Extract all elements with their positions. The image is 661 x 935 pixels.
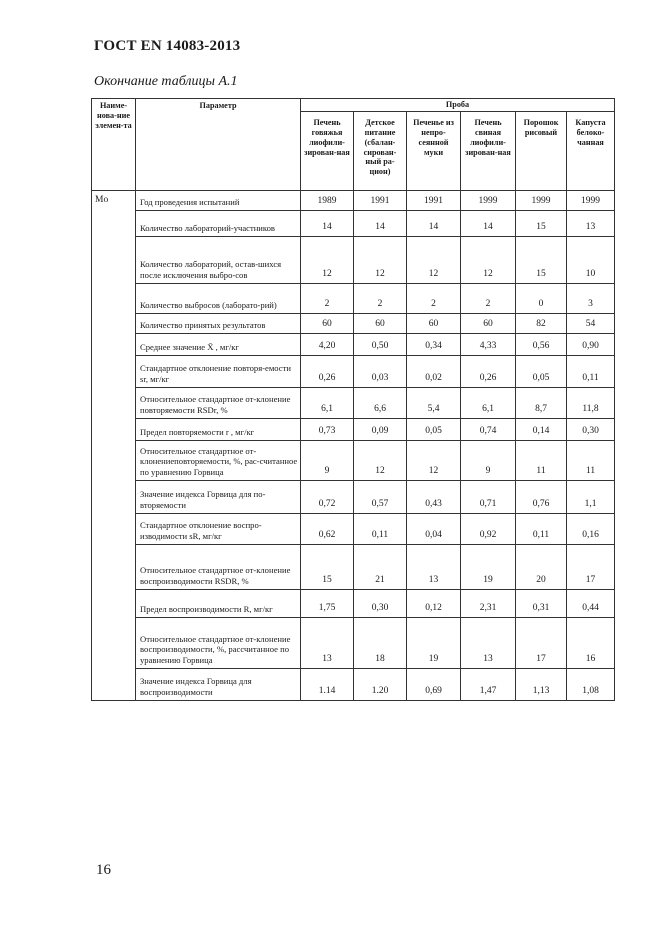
value-cell: 1991 [407, 191, 461, 211]
value-cell: 1,13 [516, 669, 567, 701]
value-cell: 18 [354, 618, 407, 669]
value-cell: 0,14 [516, 419, 567, 441]
value-cell: 1,75 [301, 590, 354, 618]
value-cell: 1999 [567, 191, 615, 211]
value-cell: 0,90 [567, 334, 615, 356]
value-cell: 0,62 [301, 514, 354, 545]
value-cell: 6,6 [354, 388, 407, 419]
value-cell: 60 [461, 314, 516, 334]
value-cell: 0,31 [516, 590, 567, 618]
value-cell: 0,76 [516, 481, 567, 514]
table-row [92, 211, 615, 237]
col-header-sample: Капуста белоко-чанная [567, 112, 615, 191]
col-header-sample: Детское питание (сбалан-сирован-ный ра-цион) [354, 112, 407, 191]
value-cell: 82 [516, 314, 567, 334]
value-cell: 12 [407, 441, 461, 481]
value-cell: 12 [407, 237, 461, 284]
parameter-cell: Значение индекса Горвица для воспроизводимости [136, 669, 301, 701]
value-cell: 12 [354, 237, 407, 284]
value-cell: 17 [516, 618, 567, 669]
value-cell: 10 [567, 237, 615, 284]
col-header-sample: Печень говяжья лиофили-зирован-ная [301, 112, 354, 191]
value-cell: 0,26 [461, 356, 516, 388]
value-cell: 12 [461, 237, 516, 284]
value-cell: 2,31 [461, 590, 516, 618]
value-cell: 60 [407, 314, 461, 334]
value-cell: 0,12 [407, 590, 461, 618]
table-caption: Окончание таблицы А.1 [94, 74, 238, 89]
parameter-cell: Количество лабораторий, остав-шихся после исключения выбро-сов [136, 237, 301, 284]
value-cell: 11 [567, 441, 615, 481]
value-cell: 4,20 [301, 334, 354, 356]
parameter-cell: Значение индекса Горвица для по-вторяемости [136, 481, 301, 514]
table-row [92, 590, 615, 618]
value-cell: 0,11 [354, 514, 407, 545]
value-cell: 13 [567, 211, 615, 237]
col-header-sample-group: Проба [301, 99, 615, 112]
table-row [92, 314, 615, 334]
table-row [92, 419, 615, 441]
value-cell: 0,11 [567, 356, 615, 388]
parameter-cell: Относительное стандартное от-клонение воспроизводимости, %, рассчитанное по уравнению Горвица [136, 618, 301, 669]
table-row [92, 191, 615, 211]
table-row [92, 481, 615, 514]
value-cell: 6,1 [461, 388, 516, 419]
value-cell: 6,1 [301, 388, 354, 419]
value-cell: 0,74 [461, 419, 516, 441]
value-cell: 1,47 [461, 669, 516, 701]
results-table [91, 98, 615, 701]
parameter-cell: Среднее значение X̄ , мг/кг [136, 334, 301, 356]
table-row [92, 514, 615, 545]
header-row [92, 99, 615, 112]
table-row [92, 618, 615, 669]
value-cell: 14 [354, 211, 407, 237]
value-cell: 0,73 [301, 419, 354, 441]
value-cell: 0,04 [407, 514, 461, 545]
value-cell: 0,69 [407, 669, 461, 701]
value-cell: 0,05 [516, 356, 567, 388]
value-cell: 14 [461, 211, 516, 237]
value-cell: 0,92 [461, 514, 516, 545]
value-cell: 5,4 [407, 388, 461, 419]
value-cell: 0,26 [301, 356, 354, 388]
value-cell: 12 [301, 237, 354, 284]
value-cell: 13 [407, 545, 461, 590]
value-cell: 0 [516, 284, 567, 314]
page-number: 16 [96, 862, 111, 878]
value-cell: 19 [407, 618, 461, 669]
value-cell: 1989 [301, 191, 354, 211]
value-cell: 15 [301, 545, 354, 590]
value-cell: 0,30 [354, 590, 407, 618]
value-cell: 54 [567, 314, 615, 334]
value-cell: 2 [354, 284, 407, 314]
table-row [92, 284, 615, 314]
table-row [92, 441, 615, 481]
value-cell: 0,72 [301, 481, 354, 514]
parameter-cell: Стандартное отклонение повторя-емости sr, мг/кг [136, 356, 301, 388]
value-cell: 60 [301, 314, 354, 334]
value-cell: 0,71 [461, 481, 516, 514]
value-cell: 15 [516, 211, 567, 237]
value-cell: 1999 [516, 191, 567, 211]
value-cell: 0,05 [407, 419, 461, 441]
value-cell: 1.14 [301, 669, 354, 701]
element-cell: Mo [92, 191, 136, 701]
value-cell: 8,7 [516, 388, 567, 419]
parameter-cell: Относительное стандартное от-клонениеповторяемости, %, рас-считанное по уравнению Горвица [136, 441, 301, 481]
parameter-cell: Предел повторяемости r , мг/кг [136, 419, 301, 441]
value-cell: 0,56 [516, 334, 567, 356]
col-header-sample: Печенье из непро-сеянной муки [407, 112, 461, 191]
col-header-sample: Печень свиная лиофили-зирован-ная [461, 112, 516, 191]
value-cell: 1991 [354, 191, 407, 211]
parameter-cell: Стандартное отклонение воспро-изводимости sR, мг/кг [136, 514, 301, 545]
value-cell: 0,09 [354, 419, 407, 441]
value-cell: 2 [407, 284, 461, 314]
value-cell: 9 [301, 441, 354, 481]
value-cell: 0,30 [567, 419, 615, 441]
value-cell: 0,03 [354, 356, 407, 388]
parameter-cell: Предел воспроизводимости R, мг/кг [136, 590, 301, 618]
value-cell: 2 [461, 284, 516, 314]
value-cell: 60 [354, 314, 407, 334]
value-cell: 1.20 [354, 669, 407, 701]
value-cell: 0,16 [567, 514, 615, 545]
value-cell: 0,34 [407, 334, 461, 356]
value-cell: 19 [461, 545, 516, 590]
value-cell: 13 [461, 618, 516, 669]
parameter-cell: Относительное стандартное от-клонение повторяемости RSDr, % [136, 388, 301, 419]
value-cell: 13 [301, 618, 354, 669]
value-cell: 15 [516, 237, 567, 284]
parameter-cell: Относительное стандартное от-клонение воспроизводимости RSDR, % [136, 545, 301, 590]
value-cell: 16 [567, 618, 615, 669]
value-cell: 4,33 [461, 334, 516, 356]
col-header-element: Наиме-нова-ние элемен-та [92, 99, 136, 191]
value-cell: 14 [407, 211, 461, 237]
value-cell: 12 [354, 441, 407, 481]
value-cell: 0,43 [407, 481, 461, 514]
parameter-cell: Количество выбросов (лаборато-рий) [136, 284, 301, 314]
parameter-cell: Год проведения испытаний [136, 191, 301, 211]
value-cell: 11,8 [567, 388, 615, 419]
table-row [92, 388, 615, 419]
table-row [92, 545, 615, 590]
table-row [92, 669, 615, 701]
table-row [92, 237, 615, 284]
value-cell: 20 [516, 545, 567, 590]
table-body [92, 191, 615, 701]
table-row [92, 334, 615, 356]
value-cell: 11 [516, 441, 567, 481]
value-cell: 1,08 [567, 669, 615, 701]
standard-code: ГОСТ EN 14083-2013 [94, 38, 241, 54]
parameter-cell: Количество принятых результатов [136, 314, 301, 334]
parameter-cell: Количество лабораторий-участников [136, 211, 301, 237]
value-cell: 0,11 [516, 514, 567, 545]
value-cell: 0,44 [567, 590, 615, 618]
col-header-parameter: Параметр [136, 99, 301, 191]
value-cell: 21 [354, 545, 407, 590]
table-row [92, 356, 615, 388]
value-cell: 17 [567, 545, 615, 590]
col-header-sample: Порошок рисовый [516, 112, 567, 191]
value-cell: 3 [567, 284, 615, 314]
value-cell: 0,50 [354, 334, 407, 356]
value-cell: 0,57 [354, 481, 407, 514]
value-cell: 14 [301, 211, 354, 237]
value-cell: 1999 [461, 191, 516, 211]
value-cell: 1,1 [567, 481, 615, 514]
value-cell: 9 [461, 441, 516, 481]
value-cell: 2 [301, 284, 354, 314]
value-cell: 0,02 [407, 356, 461, 388]
